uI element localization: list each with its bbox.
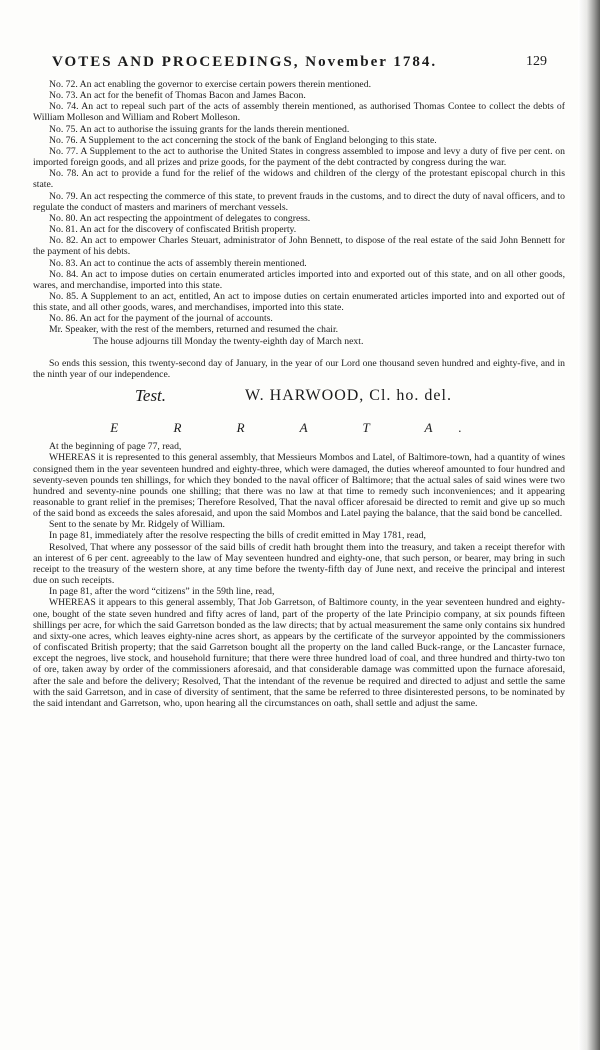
act-item: No. 75. An act to authorise the issuing grants for the lands therein mentioned. (49, 123, 350, 135)
errata-p77-intro: At the beginning of page 77, read, (49, 441, 182, 453)
speaker-line: Mr. Speaker, with the rest of the members, returned and resumed the chair. (49, 324, 339, 336)
act-item: No. 73. An act for the benefit of Thomas Bacon and James Bacon. (49, 90, 306, 102)
act-item: No. 76. A Supplement to the act concerning the stock of the bank of England belonging to this state. (49, 134, 437, 146)
errata-p81a-intro: In page 81, immediately after the resolve respecting the bills of credit emitted in May 1781, read, (49, 530, 426, 542)
act-item: No. 74. An act to repeal such part of the acts of assembly therein mentioned, as authorised Thomas Contee to collect the debts of William Molleson and William and Robert Molleson. (33, 101, 565, 124)
session-end: So ends this session, this twenty-second day of January, in the year of our Lord one thousand seven hundred and eighty-five, and in the ninth year of our independence. (33, 357, 565, 380)
running-head-title: VOTES AND PROCEEDINGS, November 1784. (52, 54, 438, 70)
errata-p81a-text: Resolved, That where any possessor of the said bills of credit hath brought them into the treasury, and taken a receipt therefor with an interest of 6 per cent. agreeably to the law of May seventeen hundred and eighty-one, that such person, or bearer, may bring in such receipt to the treasury of the western shore, at any time before the twenty-fifth day of June next, and receive the principal and interest due on such receipts. (33, 541, 565, 587)
errata-p77-sent: Sent to the senate by Mr. Ridgely of William. (49, 519, 225, 531)
errata-p81b-intro: In page 81, after the word “citizens” in the 59th line, read, (49, 586, 275, 598)
act-item: No. 72. An act enabling the governor to exercise certain powers therein mentioned. (49, 79, 371, 90)
acts-list (33, 79, 565, 324)
adjourn-line: The house adjourns till Monday the twenty-eighth day of March next. (93, 335, 364, 347)
page-number: 129 (526, 54, 547, 69)
attestation (33, 388, 565, 416)
act-item: No. 83. An act to continue the acts of assembly therein mentioned. (49, 257, 307, 269)
act-item: No. 78. An act to provide a fund for the relief of the widows and children of the clergy of the protestant episcopal church in this state. (33, 168, 565, 191)
act-item: No. 86. An act for the payment of the journal of accounts. (49, 313, 273, 325)
book-gutter-shadow (578, 0, 600, 1050)
act-item: No. 77. A Supplement to the act to authorise the United States in congress assembled to impose and levy a duty of five per cent. on imported foreign goods, and all prizes and prize goods, for the payment of the debt contracted by congress during the war. (33, 145, 565, 169)
act-item: No. 79. An act respecting the commerce of this state, to prevent frauds in the customs, and to direct the duty of naval officers, and to regulate the conduct of masters and mariners of merchant vessels. (33, 190, 565, 213)
act-item: No. 81. An act for the discovery of confiscated British property. (49, 224, 297, 236)
act-item: No. 85. A Supplement to an act, entitled, An act to impose duties on certain enumerated articles imported into and exported out of this state, and all other goods, wares, and merchandises, imported into this state. (33, 290, 565, 314)
page-body (33, 79, 565, 709)
errata-p77-text: WHEREAS it is represented to this general assembly, that Messieurs Mombos and Latel, of Baltimore-town, had a quantity of wines consigned them in the year seventeen hundred and eighty-three, which were damaged, the duties whereof amounted to four hundred and seventy-seven pounds ten shillings, for which they bonded to the naval officer of Baltimore; that the actual sales of said wines were two hundred and seventy-nine pounds one shilling; that there was no law at that time to remedy such inconveniences; and it appearing reasonable to grant relief in the premises; Therefore Resolved, That the naval officer aforesaid be directed to remit and give up so much of the said bond as exceeds the sales aforesaid, and upon the said Mombos and Latel paying the balance, that the said bond be cancelled. (33, 452, 565, 520)
errata-p81b-text: WHEREAS it appears to this general assembly, That Job Garretson, of Baltimore county, in the year seventeen hundred and eighty-one, bought of the state seven hundred and fifty acres of land, part of the property of the late Principio company, at six pounds fifteen shillings per acre, for which the said Garretson bonded as the law directs; that by actual measurement the same only contains six hundred and sixty-one acres, which leaves eighty-nine acres short, as appears by the certificate of the surveyor appointed by the commissioners of confiscated British property; that the said Garretson bought all the property on the land called Buck-range, or the Lancaster furnace, except the negroes, live stock, and household furniture; that there were three hundred load of coal, and three hundred and thirty-two ton of ore, taken away by order of the commissioners aforesaid, and that considerable damage was committed upon the furnace aforesaid, after the sale and before the delivery; Resolved, That the intendant of the revenue be required and directed to adjust and settle the same with the said Garretson, and in case of diversity of sentiment, that the same be referred to three disinterested persons, to be nominated by the said intendant and Garretson, who, upon hearing all the circumstances on oath, shall settle and adjust the same. (33, 597, 565, 709)
attest-label: Test. (135, 386, 167, 406)
act-item: No. 82. An act to empower Charles Steuart, administrator of John Bennett, to dispose of the real estate of the said John Bennett for the payment of his debts. (33, 235, 565, 258)
act-item: No. 84. An act to impose duties on certain enumerated articles imported into and exported out of this state, and on all other goods, wares, and merchandise, imported into this state. (33, 268, 565, 291)
errata-heading: E R R A T A. (110, 420, 488, 436)
attest-name: W. HARWOOD, Cl. ho. del. (245, 387, 452, 405)
act-item: No. 80. An act respecting the appointment of delegates to congress. (49, 212, 311, 224)
running-head (52, 54, 547, 76)
